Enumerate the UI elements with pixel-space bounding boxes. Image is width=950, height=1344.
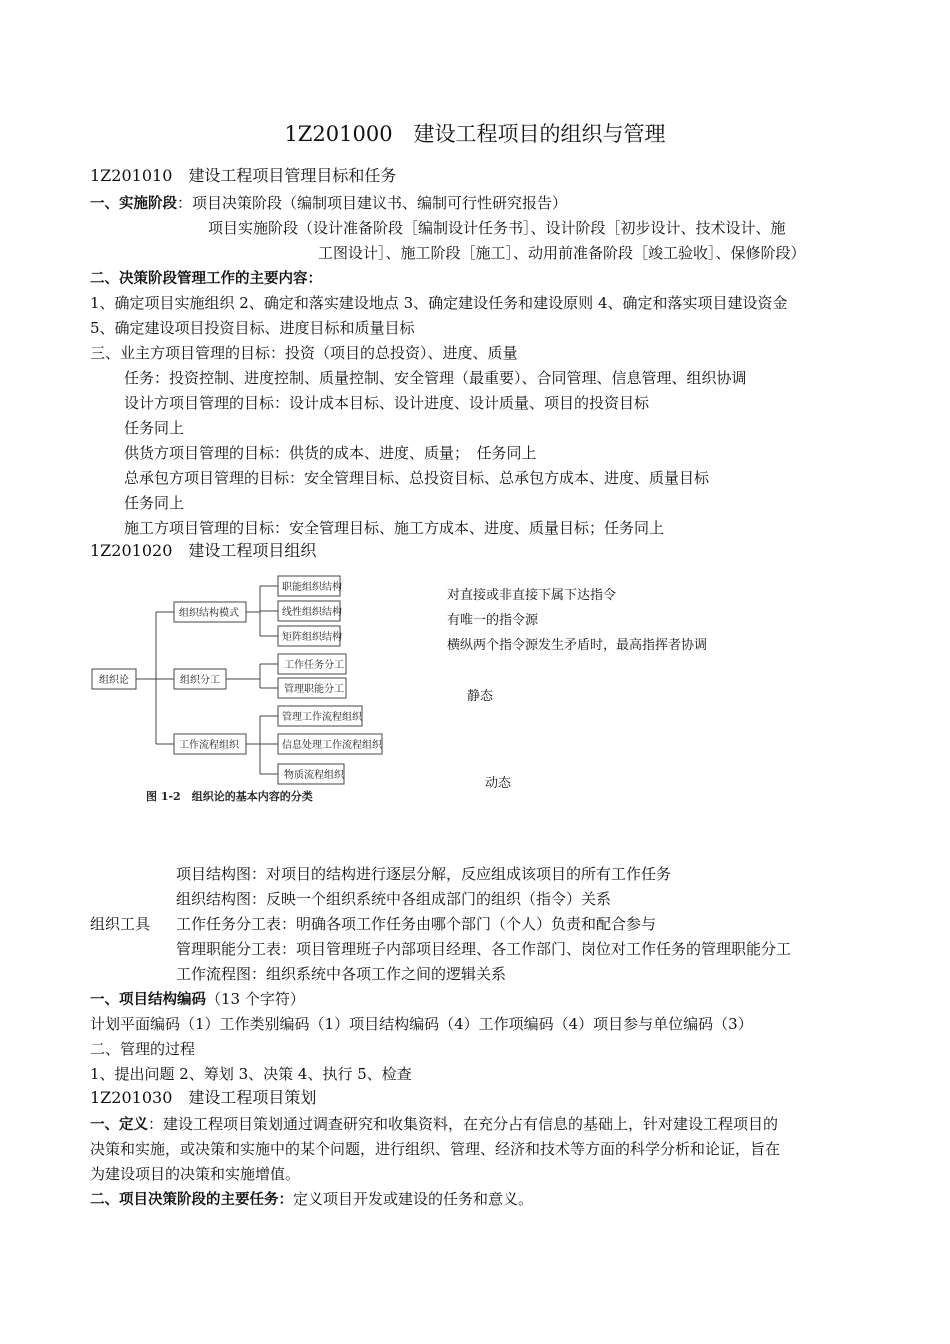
diagram-leaf: 物质流程组织 [284, 770, 344, 781]
coding-label: 一、项目结构编码 [90, 992, 206, 1008]
coding-suffix: （13 个字符） [206, 990, 305, 1008]
org-tool-5: 工作流程图：组织系统中各项工作之间的逻辑关系 [176, 965, 507, 983]
definition-line-1 [90, 1113, 778, 1136]
organization-theory-diagram [88, 568, 388, 813]
diagram-root-label: 组织论 [99, 675, 129, 686]
decision-task-line [90, 1188, 533, 1211]
diagram-leaf: 管理工作流程组织 [282, 712, 362, 723]
general-contractor-goals-line: 总承包方项目管理的目标：安全管理目标、总投资目标、总承包方成本、进度、质量目标 [124, 469, 710, 487]
general-contractor-tasks-line: 任务同上 [124, 494, 185, 512]
designer-goals-line: 设计方项目管理的目标：设计成本目标、设计进度、设计质量、项目的投资目标 [124, 394, 650, 412]
decision-stage-line-1: 1、确定项目实施组织 2、确定和落实建设地点 3、确定建设任务和建设原则 4、确定和落实项目建设资金 [90, 294, 788, 312]
implementation-stage-paragraph [90, 192, 567, 215]
diagram-branch-division: 组织分工 [180, 675, 220, 686]
diagram-branch-workflow: 工作流程组织 [179, 740, 239, 751]
owner-tasks-line: 任务：投资控制、进度控制、质量控制、安全管理（最重要）、合同管理、信息管理、组织协调 [124, 369, 747, 387]
definition-label: 一、定义 [90, 1117, 148, 1133]
org-tool-1: 项目结构图：对项目的结构进行逐层分解，反应组成该项目的所有工作任务 [176, 865, 672, 883]
org-tools-label: 组织工具 [90, 915, 151, 933]
static-label: 静态 [467, 689, 494, 704]
section-heading-1z201010: 1Z201010 建设工程项目管理目标和任务 [90, 166, 397, 185]
decision-task-text: 定义项目开发或建设的任务和意义。 [293, 1190, 534, 1208]
definition-line-2: 决策和实施，或决策和实施中的某个问题，进行组织、管理、经济和技术等方面的科学分析和论证，旨在 [90, 1140, 781, 1158]
coding-heading [90, 988, 305, 1011]
diagram-leaf: 工作任务分工 [284, 660, 344, 671]
decision-stage-heading [90, 267, 322, 290]
diagram-leaf: 管理职能分工 [284, 684, 344, 695]
dynamic-label: 动态 [485, 776, 512, 791]
implementation-stage-cont-2: 工图设计］、施工阶段［施工］、动用前准备阶段［竣工验收］、保修阶段） [318, 244, 806, 262]
section-heading-1z201030: 1Z201030 建设工程项目策划 [90, 1088, 317, 1107]
implementation-stage-text: ：项目决策阶段（编制项目建议书、编制可行性研究报告） [177, 194, 568, 212]
management-process-text: 1、提出问题 2、筹划 3、决策 4、执行 5、检查 [90, 1065, 412, 1083]
definition-text: ：建设工程项目策划通过调查研究和收集资料，在充分占有信息的基础上，针对建设工程项目的 [148, 1115, 779, 1133]
org-tool-2: 组织结构图：反映一个组织系统中各组成部门的组织（指令）关系 [176, 890, 612, 908]
diagram-note-1: 对直接或非直接下属下达指令 [447, 588, 617, 603]
definition-line-3: 为建设项目的决策和实施增值。 [90, 1165, 301, 1183]
decision-stage-label: 二、决策阶段管理工作的主要内容： [90, 271, 322, 287]
diagram-leaf: 职能组织结构 [282, 582, 342, 593]
constructor-goals-line: 施工方项目管理的目标：安全管理目标、施工方成本、进度、质量目标；任务同上 [124, 519, 665, 537]
diagram-leaf: 信息处理工作流程组织 [282, 740, 382, 751]
diagram-branch-structure: 组织结构模式 [179, 608, 239, 619]
section-heading-1z201020: 1Z201020 建设工程项目组织 [90, 541, 317, 560]
diagram-caption: 图 1-2 组织论的基本内容的分类 [146, 790, 313, 803]
management-process-heading: 二、管理的过程 [90, 1040, 196, 1058]
diagram-note-3: 横纵两个指令源发生矛盾时，最高指挥者协调 [447, 638, 708, 653]
decision-task-label: 二、项目决策阶段的主要任务： [90, 1192, 293, 1208]
diagram-leaf: 线性组织结构 [282, 607, 342, 618]
coding-text: 计划平面编码（1）工作类别编码（1）项目结构编码（4）工作项编码（4）项目参与单位编码（3） [90, 1015, 753, 1033]
page-title: 1Z201000 建设工程项目的组织与管理 [284, 122, 666, 146]
owner-goals-line: 三、业主方项目管理的目标：投资（项目的总投资）、进度、质量 [90, 344, 518, 362]
designer-tasks-line: 任务同上 [124, 419, 185, 437]
implementation-stage-cont-1: 项目实施阶段（设计准备阶段［编制设计任务书］、设计阶段［初步设计、技术设计、施 [208, 219, 786, 237]
diagram-note-2: 有唯一的指令源 [447, 613, 539, 628]
org-tool-4: 管理职能分工表：项目管理班子内部项目经理、各工作部门、岗位对工作任务的管理职能分工 [176, 940, 792, 958]
supplier-goals-line: 供货方项目管理的目标：供货的成本、进度、质量； 任务同上 [124, 444, 537, 462]
decision-stage-line-2: 5、确定建设项目投资目标、进度目标和质量目标 [90, 319, 415, 337]
diagram-leaf: 矩阵组织结构 [282, 632, 342, 643]
org-tool-3: 工作任务分工表：明确各项工作任务由哪个部门（个人）负责和配合参与 [176, 915, 657, 933]
implementation-stage-label: 一、实施阶段 [90, 196, 177, 212]
